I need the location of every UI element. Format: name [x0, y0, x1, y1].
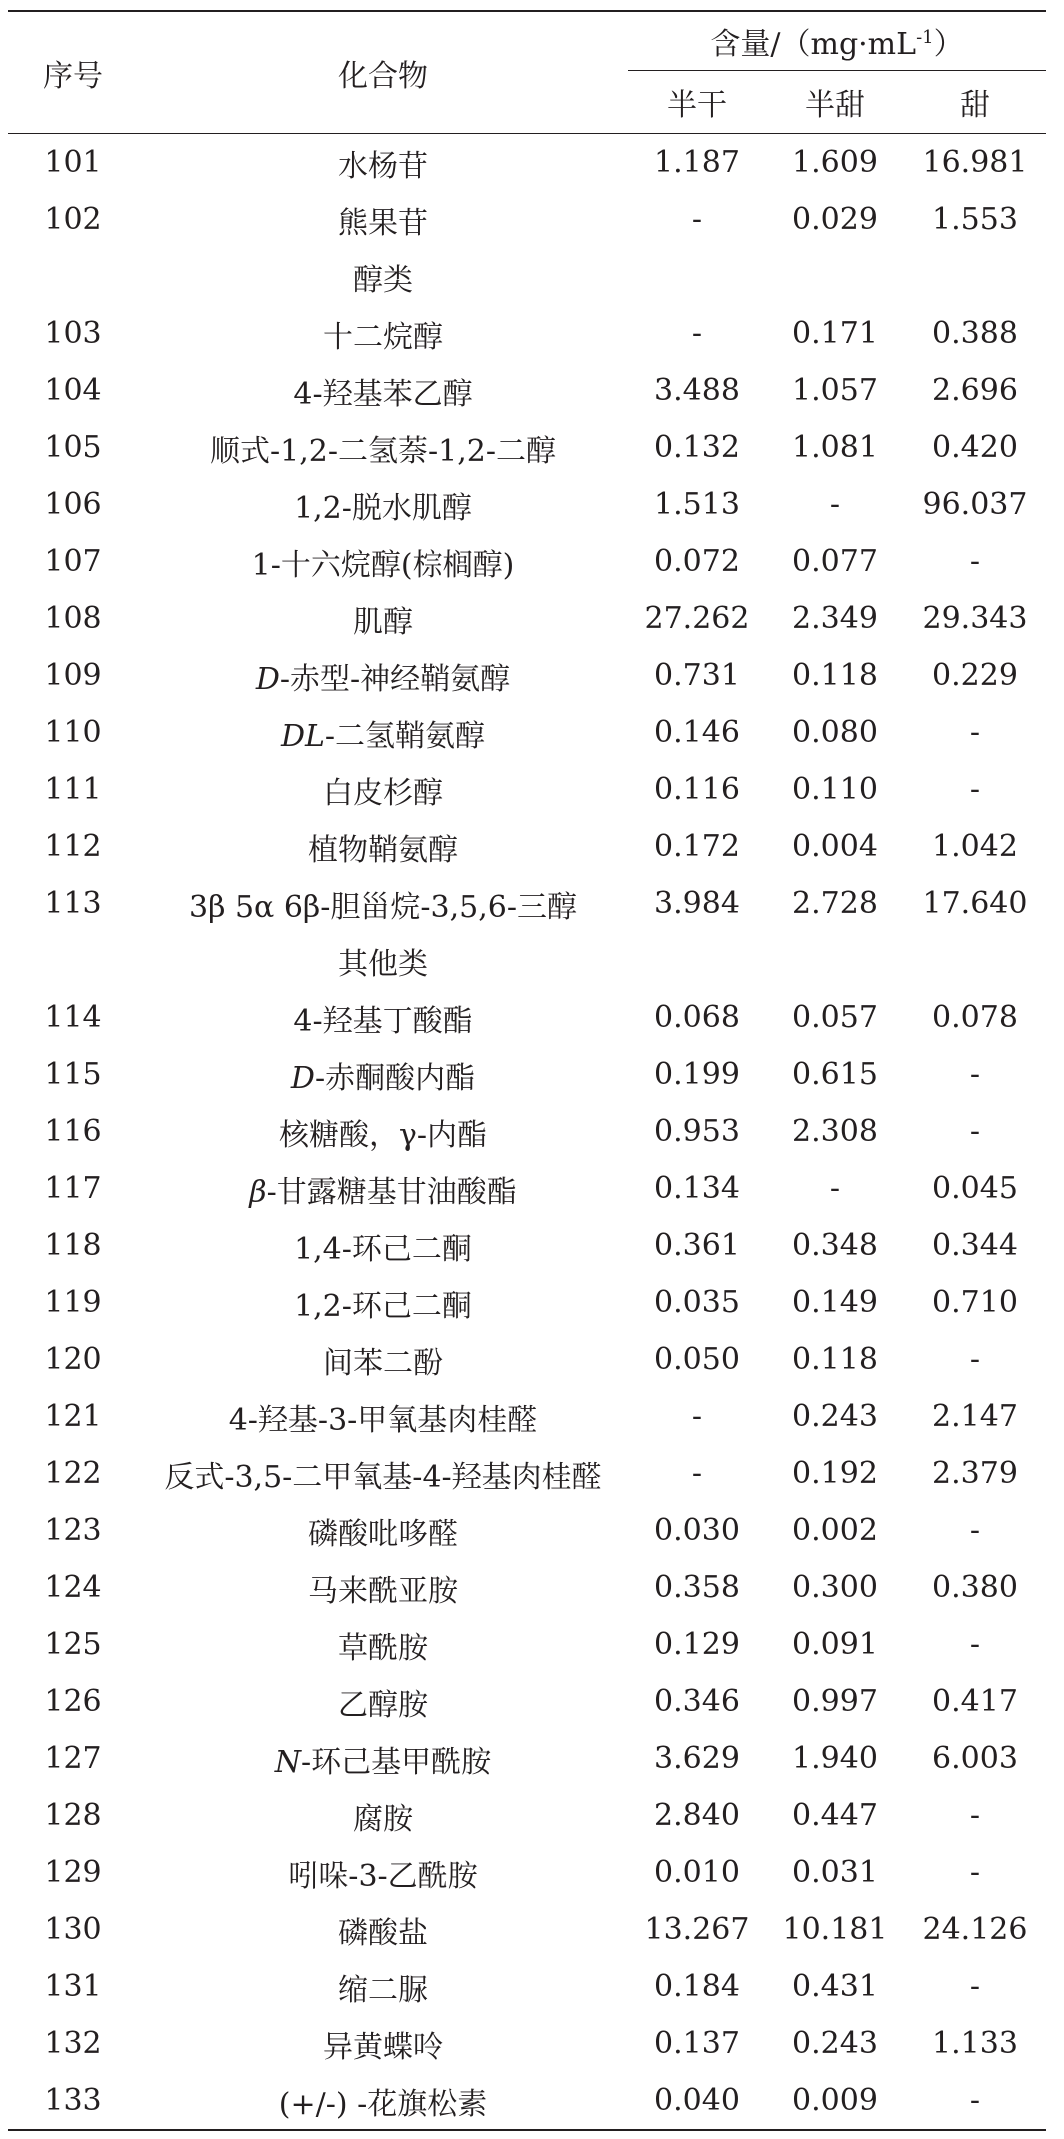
cell-semi-sweet: 0.077 [792, 544, 878, 579]
cell-sweet: - [969, 1627, 981, 1662]
cell-semi-dry: 27.262 [644, 601, 750, 636]
cell-sweet: - [969, 544, 981, 579]
cell-index: 121 [44, 1399, 102, 1434]
header-content-sup: -1 [916, 27, 934, 48]
category-row [8, 248, 1046, 305]
cell-compound: 磷酸吡哆醛 [308, 1516, 458, 1552]
table-row [8, 647, 1046, 704]
table-row [8, 1331, 1046, 1388]
table-row [8, 590, 1046, 647]
cell-semi-dry: 0.358 [654, 1570, 740, 1605]
cell-semi-dry: 3.488 [654, 373, 740, 408]
cell-sweet: - [969, 1057, 981, 1092]
cell-empty [628, 932, 766, 989]
cell-sweet: 2.379 [932, 1456, 1018, 1491]
cell-compound: 1,2-环己二酮 [294, 1288, 472, 1324]
cell-sweet: 6.003 [932, 1741, 1018, 1776]
table-row [8, 533, 1046, 590]
cell-sweet: 1.553 [932, 202, 1018, 237]
cell-compound: 1,2-脱水肌醇 [294, 490, 472, 526]
cell-index: 126 [44, 1684, 102, 1719]
cell-index: 111 [44, 772, 102, 807]
cell-semi-sweet: 0.243 [792, 1399, 878, 1434]
cell-compound: 缩二脲 [338, 1972, 428, 2008]
cell-semi-sweet: 2.728 [792, 886, 878, 921]
table-row [8, 1901, 1046, 1958]
header-compound: 化合物 [138, 11, 628, 134]
cell-semi-dry: 0.731 [654, 658, 740, 693]
cell-index: 131 [44, 1969, 102, 2004]
cell-semi-sweet: 0.004 [792, 829, 878, 864]
cell-sweet: 2.147 [932, 1399, 1018, 1434]
cell-index: 128 [44, 1798, 102, 1833]
cell-empty [766, 932, 904, 989]
table-row [8, 1730, 1046, 1787]
cell-semi-sweet: - [829, 1171, 841, 1206]
cell-sweet: 0.078 [932, 1000, 1018, 1035]
header-content-close: ） [933, 27, 964, 62]
compound-name: -甘露糖基甘油酸酯 [266, 1174, 517, 1210]
compound-prefix: D [290, 1060, 315, 1096]
cell-sweet: 0.417 [932, 1684, 1018, 1719]
cell-semi-sweet: 0.029 [792, 202, 878, 237]
header-content [628, 11, 1046, 71]
cell-semi-sweet: 0.171 [792, 316, 878, 351]
header-sweet: 甜 [904, 71, 1046, 134]
cell-compound: 水杨苷 [338, 148, 428, 184]
cell-semi-sweet: 2.308 [792, 1114, 878, 1149]
cell-compound: 异黄蝶呤 [323, 2029, 443, 2065]
category-label: 其他类 [338, 946, 428, 982]
cell-semi-sweet: 1.609 [792, 145, 878, 180]
cell-semi-dry: 0.116 [654, 772, 740, 807]
cell-empty [628, 248, 766, 305]
cell-index: 118 [44, 1228, 102, 1263]
cell-semi-sweet: 0.080 [792, 715, 878, 750]
cell-semi-sweet: 0.149 [792, 1285, 878, 1320]
cell-sweet: 0.420 [932, 430, 1018, 465]
cell-semi-dry: - [691, 202, 703, 237]
cell-semi-dry: 0.953 [654, 1114, 740, 1149]
cell-semi-sweet: 0.300 [792, 1570, 878, 1605]
cell-semi-dry: 0.184 [654, 1969, 740, 2004]
header-content-main: 含量/（mg·mL [710, 27, 917, 62]
cell-index: 114 [44, 1000, 102, 1035]
cell-index: 123 [44, 1513, 102, 1548]
cell-compound: 草酰胺 [338, 1630, 428, 1666]
cell-empty [766, 248, 904, 305]
cell-compound: 乙醇胺 [338, 1687, 428, 1723]
compound-prefix: β [249, 1174, 267, 1210]
header-semi-sweet: 半甜 [766, 71, 904, 134]
cell-sweet: 16.981 [922, 145, 1028, 180]
table-row [8, 305, 1046, 362]
cell-semi-dry: 0.068 [654, 1000, 740, 1035]
cell-semi-dry: 3.629 [654, 1741, 740, 1776]
cell-semi-dry: 1.187 [654, 145, 740, 180]
cell-index: 117 [44, 1171, 102, 1206]
cell-index: 119 [44, 1285, 102, 1320]
cell-index: 107 [44, 544, 102, 579]
table-row [8, 2072, 1046, 2130]
table-row [8, 1502, 1046, 1559]
cell-semi-sweet: 0.118 [792, 658, 878, 693]
cell-index: 127 [44, 1741, 102, 1776]
cell-compound: 肌醇 [353, 604, 413, 640]
table-row [8, 1160, 1046, 1217]
cell-semi-sweet: 0.243 [792, 2026, 878, 2061]
cell-index: 113 [44, 886, 102, 921]
cell-semi-dry: 0.361 [654, 1228, 740, 1263]
table-row [8, 1217, 1046, 1274]
cell-semi-sweet: 2.349 [792, 601, 878, 636]
cell-index: 122 [44, 1456, 102, 1491]
cell-semi-dry: 0.030 [654, 1513, 740, 1548]
cell-compound: 间苯二酚 [323, 1345, 443, 1381]
cell-empty [904, 932, 1046, 989]
table-row [8, 1274, 1046, 1331]
cell-sweet: - [969, 772, 981, 807]
cell-sweet: 1.042 [932, 829, 1018, 864]
compound-prefix: D [255, 661, 280, 697]
cell-index: 133 [8, 2072, 138, 2130]
table-header [8, 11, 1046, 134]
cell-compound: 马来酰亚胺 [308, 1573, 458, 1609]
cell-sweet: 29.343 [922, 601, 1028, 636]
cell-semi-dry: 0.035 [654, 1285, 740, 1320]
cell-semi-dry: 0.129 [654, 1627, 740, 1662]
cell-compound: 白皮杉醇 [323, 775, 443, 811]
cell-index [8, 248, 138, 305]
table-row [8, 419, 1046, 476]
table-row [8, 1559, 1046, 1616]
table-row [8, 2015, 1046, 2072]
cell-semi-dry: 0.137 [654, 2026, 740, 2061]
cell-semi-dry: - [691, 1399, 703, 1434]
cell-semi-dry: 0.072 [654, 544, 740, 579]
cell-semi-sweet: 0.110 [792, 772, 878, 807]
cell-semi-dry: 13.267 [644, 1912, 750, 1947]
table-row [8, 362, 1046, 419]
cell-sweet: 0.229 [932, 658, 1018, 693]
header-index: 序号 [8, 11, 138, 134]
table-row [8, 761, 1046, 818]
table-body [8, 134, 1046, 2131]
cell-index [8, 932, 138, 989]
table-row [8, 1445, 1046, 1502]
cell-semi-sweet: 0.031 [792, 1855, 878, 1890]
cell-index: 104 [44, 373, 102, 408]
cell-compound: 1,4-环己二酮 [294, 1231, 472, 1267]
table-row [8, 1958, 1046, 2015]
cell-compound: 腐胺 [353, 1801, 413, 1837]
cell-sweet: - [969, 1969, 981, 2004]
cell-semi-sweet: 0.997 [792, 1684, 878, 1719]
cell-compound [138, 704, 628, 761]
cell-sweet: 0.045 [932, 1171, 1018, 1206]
cell-index: 106 [44, 487, 102, 522]
cell-semi-dry: 2.840 [654, 1798, 740, 1833]
cell-semi-sweet: 10.181 [782, 1912, 888, 1947]
cell-index: 129 [44, 1855, 102, 1890]
table-row [8, 1616, 1046, 1673]
cell-sweet: 96.037 [922, 487, 1028, 522]
cell-semi-dry: 0.010 [654, 1855, 740, 1890]
cell-sweet: 0.710 [932, 1285, 1018, 1320]
compound-name: -赤酮酸内酯 [314, 1060, 476, 1096]
cell-empty [904, 248, 1046, 305]
table-row [8, 989, 1046, 1046]
cell-compound: 4-羟基苯乙醇 [293, 376, 473, 412]
cell-compound: 吲哚-3-乙酰胺 [288, 1858, 478, 1894]
compound-prefix: DL [280, 718, 325, 754]
cell-semi-sweet: 0.118 [792, 1342, 878, 1377]
category-row [8, 932, 1046, 989]
cell-index: 103 [44, 316, 102, 351]
cell-index: 102 [44, 202, 102, 237]
cell-compound: 十二烷醇 [323, 319, 443, 355]
cell-sweet: 0.388 [932, 316, 1018, 351]
cell-compound: (+/-) -花旗松素 [138, 2072, 628, 2130]
cell-semi-dry: 0.132 [654, 430, 740, 465]
cell-sweet: - [969, 1342, 981, 1377]
cell-semi-sweet: 0.091 [792, 1627, 878, 1662]
cell-sweet: 2.696 [932, 373, 1018, 408]
cell-semi-dry: 0.134 [654, 1171, 740, 1206]
cell-semi-sweet: 0.192 [792, 1456, 878, 1491]
table-row [8, 1844, 1046, 1901]
cell-compound: 熊果苷 [338, 205, 428, 241]
cell-semi-dry: 0.199 [654, 1057, 740, 1092]
table-row [8, 818, 1046, 875]
table-row [8, 1046, 1046, 1103]
cell-index: 108 [44, 601, 102, 636]
cell-sweet: - [969, 1855, 981, 1890]
compound-prefix: N [274, 1744, 302, 1780]
cell-semi-dry: 0.346 [654, 1684, 740, 1719]
cell-semi-sweet: 1.940 [792, 1741, 878, 1776]
compound-name: -赤型-神经鞘氨醇 [279, 661, 511, 697]
cell-index: 101 [44, 145, 102, 180]
cell-semi-dry: 3.984 [654, 886, 740, 921]
cell-sweet: - [969, 1798, 981, 1833]
cell-compound: 4-羟基-3-甲氧基肉桂醛 [228, 1402, 538, 1438]
cell-sweet: - [969, 1114, 981, 1149]
cell-compound: 植物鞘氨醇 [308, 832, 458, 868]
cell-compound [138, 1160, 628, 1217]
cell-index: 130 [44, 1912, 102, 1947]
cell-sweet: - [904, 2072, 1046, 2130]
cell-semi-sweet: 0.447 [792, 1798, 878, 1833]
cell-semi-dry: 0.050 [654, 1342, 740, 1377]
cell-semi-sweet: 0.009 [766, 2072, 904, 2130]
cell-semi-sweet: 0.002 [792, 1513, 878, 1548]
cell-compound: 3β 5α 6β-胆甾烷-3,5,6-三醇 [188, 889, 578, 925]
cell-compound: 核糖酸，γ-内酯 [278, 1117, 488, 1153]
cell-index: 124 [44, 1570, 102, 1605]
header-semi-dry: 半干 [628, 71, 766, 134]
cell-compound: 1-十六烷醇(棕榈醇) [251, 547, 515, 583]
compound-name: -二氢鞘氨醇 [324, 718, 486, 754]
table-row [8, 191, 1046, 248]
cell-compound: 反式-3,5-二甲氧基-4-羟基肉桂醛 [164, 1459, 602, 1495]
cell-sweet: - [969, 715, 981, 750]
cell-sweet: 1.133 [932, 2026, 1018, 2061]
cell-index: 112 [44, 829, 102, 864]
cell-semi-dry: 0.040 [628, 2072, 766, 2130]
cell-semi-dry: 1.513 [654, 487, 740, 522]
cell-semi-dry: - [691, 316, 703, 351]
cell-compound [138, 647, 628, 704]
cell-semi-dry: - [691, 1456, 703, 1491]
cell-semi-sweet: 0.615 [792, 1057, 878, 1092]
compound-name: -环己基甲酰胺 [301, 1744, 492, 1780]
table-row [8, 134, 1046, 192]
cell-compound [138, 1046, 628, 1103]
cell-compound: 磷酸盐 [338, 1915, 428, 1951]
cell-semi-sweet: - [829, 487, 841, 522]
cell-index: 120 [44, 1342, 102, 1377]
cell-index: 110 [44, 715, 102, 750]
cell-semi-sweet: 0.057 [792, 1000, 878, 1035]
cell-index: 115 [44, 1057, 102, 1092]
cell-sweet: - [969, 1513, 981, 1548]
table-row [8, 875, 1046, 932]
table-row [8, 1673, 1046, 1730]
cell-index: 125 [44, 1627, 102, 1662]
table-row [8, 1388, 1046, 1445]
cell-sweet: 0.344 [932, 1228, 1018, 1263]
cell-semi-dry: 0.172 [654, 829, 740, 864]
cell-index: 109 [44, 658, 102, 693]
cell-semi-sweet: 0.348 [792, 1228, 878, 1263]
cell-semi-sweet: 1.057 [792, 373, 878, 408]
compound-content-table [8, 10, 1046, 2131]
cell-index: 105 [44, 430, 102, 465]
table-row [8, 476, 1046, 533]
cell-index: 132 [44, 2026, 102, 2061]
cell-index: 116 [44, 1114, 102, 1149]
cell-compound: 4-羟基丁酸酯 [293, 1003, 473, 1039]
cell-sweet: 24.126 [922, 1912, 1028, 1947]
cell-sweet: 17.640 [922, 886, 1028, 921]
cell-semi-sweet: 0.431 [792, 1969, 878, 2004]
cell-sweet: 0.380 [932, 1570, 1018, 1605]
cell-compound: 顺式-1,2-二氢萘-1,2-二醇 [210, 433, 556, 469]
cell-compound [138, 1730, 628, 1787]
table-row [8, 1103, 1046, 1160]
cell-semi-sweet: 1.081 [792, 430, 878, 465]
table-row [8, 1787, 1046, 1844]
cell-semi-dry: 0.146 [654, 715, 740, 750]
category-label: 醇类 [353, 262, 413, 298]
table-row [8, 704, 1046, 761]
